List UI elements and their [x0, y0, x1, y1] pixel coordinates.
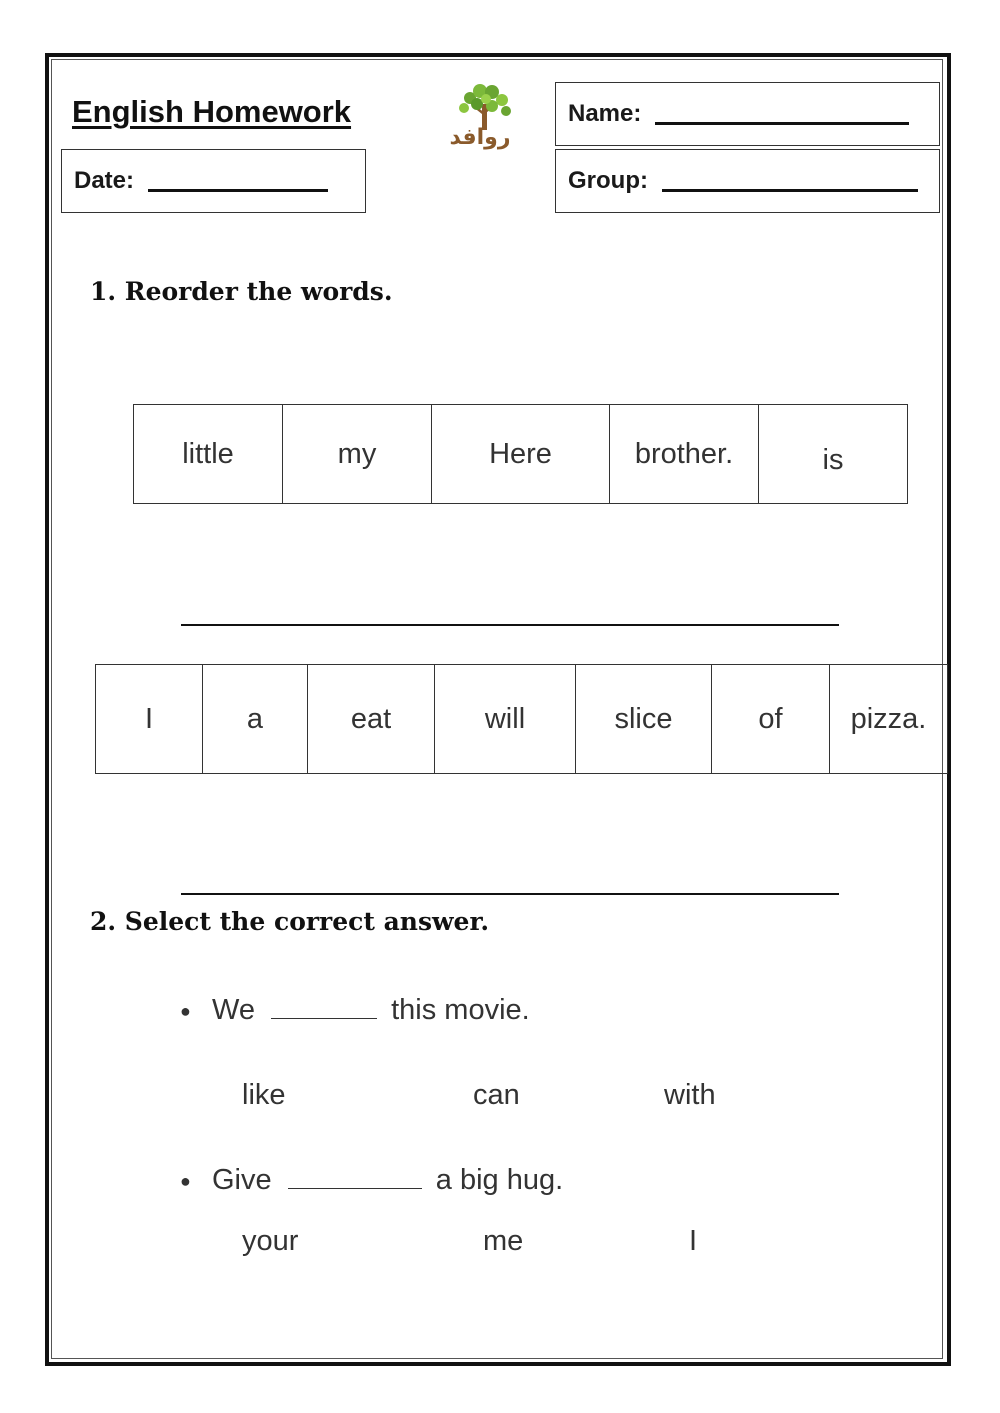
word-tile[interactable]: my	[283, 405, 432, 504]
date-label: Date:	[74, 167, 135, 194]
name-label: Name:	[568, 100, 642, 127]
word-tile[interactable]: a	[203, 665, 308, 774]
word-tile[interactable]: I	[96, 665, 203, 774]
group-label: Group:	[568, 167, 648, 194]
word-tile[interactable]: is	[759, 405, 908, 504]
word-tile[interactable]: of	[712, 665, 830, 774]
answer-line-2[interactable]	[181, 893, 839, 895]
word-row-2	[95, 664, 948, 774]
question-2-after: a big hug.	[435, 1164, 564, 1196]
word-row-1	[133, 404, 908, 504]
word-tile[interactable]: brother.	[610, 405, 759, 504]
question-1-option[interactable]: like	[242, 1079, 286, 1111]
question-1-before: We	[212, 994, 255, 1026]
question-1-option[interactable]: with	[664, 1079, 716, 1111]
page-title: English Homework	[72, 94, 352, 129]
logo-text: روافد	[449, 125, 511, 150]
question-2-option[interactable]: your	[242, 1225, 299, 1257]
tree-logo	[430, 84, 530, 150]
question-1-after: this movie.	[391, 994, 530, 1026]
word-tile[interactable]: slice	[576, 665, 712, 774]
answer-line-1[interactable]	[181, 624, 839, 626]
question-2-option[interactable]: I	[689, 1225, 698, 1257]
section-1-heading: 1. Reorder the words.	[90, 277, 393, 306]
word-tile[interactable]: pizza.	[830, 665, 948, 774]
name-field[interactable]	[655, 104, 909, 125]
question-1	[180, 994, 530, 1027]
name-box	[555, 82, 940, 146]
tree-icon	[459, 84, 511, 130]
word-tile[interactable]: eat	[308, 665, 435, 774]
date-field[interactable]	[148, 171, 328, 192]
word-tile[interactable]: will	[435, 665, 576, 774]
question-2-before: Give	[212, 1164, 272, 1196]
question-1-blank[interactable]	[271, 996, 377, 1019]
question-2-blank[interactable]	[288, 1166, 422, 1189]
group-box	[555, 149, 940, 213]
bullet-icon: ●	[180, 1000, 191, 1021]
word-tile[interactable]: little	[134, 405, 283, 504]
bullet-icon: ●	[180, 1170, 191, 1191]
word-tile[interactable]: Here	[432, 405, 610, 504]
group-field[interactable]	[662, 171, 918, 192]
question-1-option[interactable]: can	[473, 1079, 520, 1111]
question-2	[180, 1164, 563, 1197]
question-2-option[interactable]: me	[483, 1225, 524, 1257]
date-box	[61, 149, 366, 213]
section-2-heading: 2. Select the correct answer.	[90, 907, 490, 936]
